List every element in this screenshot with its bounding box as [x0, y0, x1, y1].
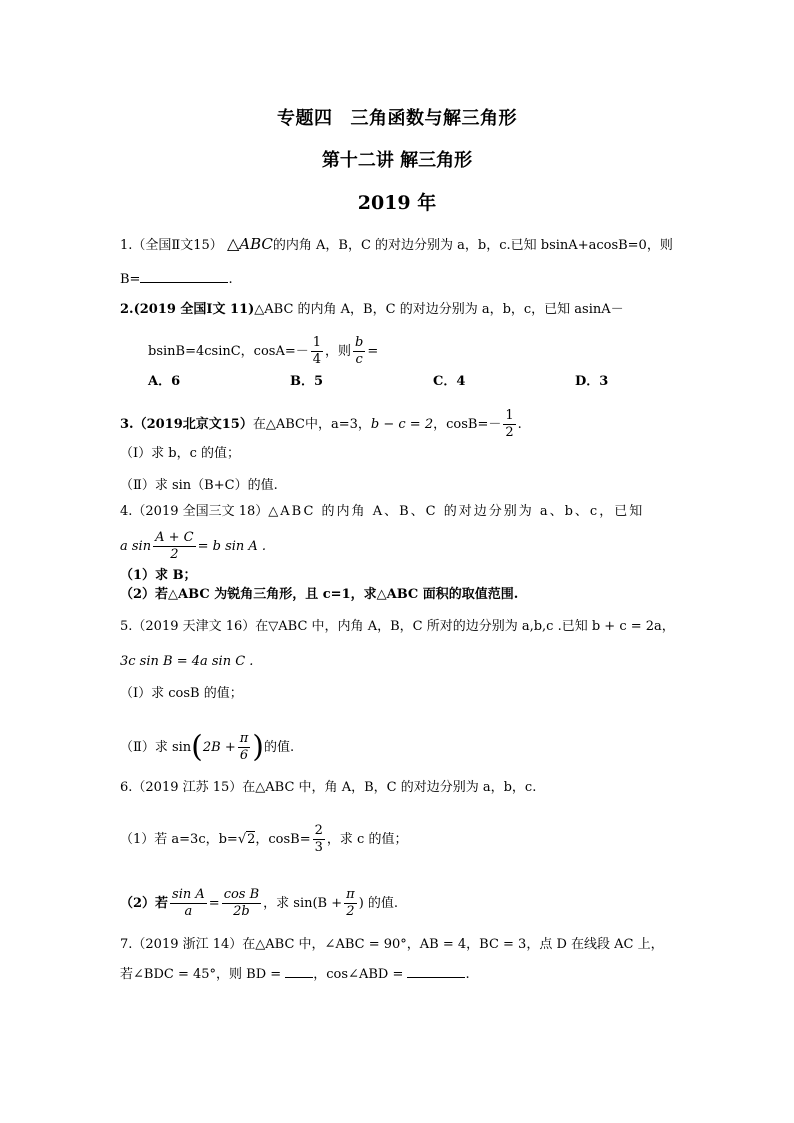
- question-5-equation: 3c sin B = 4a sin C .: [120, 654, 254, 669]
- question-6-part-1: （1）若 a=3c，b=√2，cosB= $\frac{2}{3}$ ，求 c 的值；: [120, 823, 408, 855]
- frac-numerator: b: [355, 335, 364, 350]
- frac-denominator: 4: [312, 352, 322, 367]
- fraction: [503, 408, 515, 441]
- frac-denominator: c: [355, 352, 363, 367]
- fraction: [170, 887, 207, 920]
- q2-label: 2.(2019 全国Ⅰ文 11): [120, 302, 255, 317]
- question-5-part-2: [120, 731, 294, 764]
- frac-denominator: 2: [346, 904, 355, 919]
- frac-denominator: 2: [505, 425, 514, 440]
- q3-text-d: .: [517, 417, 522, 432]
- question-7-answer: [120, 965, 470, 985]
- question-2-line-2: [148, 335, 378, 368]
- question-3-part-2: （Ⅱ）求 sin（B+C）的值.: [120, 478, 278, 493]
- frac-denominator: 6: [239, 748, 249, 763]
- fraction: [311, 335, 323, 368]
- lecture-title: 第十二讲 解三角形: [321, 150, 473, 171]
- question-3-part-1: （Ⅰ）求 b，c 的值；: [120, 446, 241, 461]
- q7-label: 7.（2019 浙江 14）: [120, 937, 243, 952]
- q5-part2-b: 2B +: [202, 740, 236, 755]
- q3-text-c: ，cosB=－: [433, 417, 502, 432]
- topic-title: [0, 104, 794, 130]
- q1-b-eq: B=: [120, 272, 141, 287]
- option-b[interactable]: B．5: [290, 374, 324, 389]
- question-5: [120, 617, 675, 637]
- q5-text: 在▽ABC 中，内角 A，B，C 所对的边分别为 a,b,c .已知 b + c = 2a，: [255, 619, 675, 634]
- q1-label: 1.（全国Ⅱ文15）: [120, 238, 223, 253]
- question-4-equation: [120, 530, 266, 563]
- fraction: [222, 887, 261, 920]
- q6-p1-a: （1）若 a=3c，b=: [120, 832, 238, 847]
- q2-text-2c: =: [367, 344, 379, 359]
- question-6: [120, 778, 536, 798]
- q1-abc: ABC: [239, 235, 273, 253]
- triangle-symbol: △: [226, 234, 240, 253]
- q6-equals: =: [208, 896, 220, 911]
- option-c[interactable]: C．4: [433, 374, 466, 389]
- option-a[interactable]: A．6: [148, 374, 181, 389]
- q6-p1-b: ，cosB=: [255, 832, 311, 847]
- q5-label: 5.（2019 天津文 16）: [120, 619, 256, 634]
- q2-text-1: △ABC 的内角 A，B，C 的对边分别为 a，b，c，已知 asinA－: [254, 302, 624, 317]
- q1-text: 的内角 A，B，C 的对边分别为 a，b，c.已知 bsinA+acosB=0，则: [272, 238, 673, 253]
- question-6-part-2: [120, 887, 398, 920]
- q7-text-a: 若∠BDC = 45°，则 BD =: [120, 967, 286, 982]
- q3-equation: b − c = 2: [370, 417, 434, 432]
- frac-numerator: sin A: [172, 887, 205, 902]
- q4-eq-b: = b sin A .: [197, 539, 267, 554]
- fraction: [153, 530, 196, 563]
- question-1: [120, 234, 673, 256]
- q7-text-b: ，cos∠ABD =: [313, 967, 408, 982]
- q3-label: 3.（2019北京文15）: [120, 417, 253, 432]
- frac-numerator: 2: [314, 823, 323, 838]
- q6-p2-a: （2）若: [120, 896, 169, 911]
- frac-numerator: π: [239, 731, 249, 746]
- frac-numerator: π: [346, 887, 355, 902]
- q4-eq-a: a sin: [120, 539, 152, 554]
- fraction: [344, 887, 357, 920]
- q3-text-a: 在△ABC中，a=3，: [252, 417, 371, 432]
- q6-p2-c: ) 的值.: [358, 896, 399, 911]
- topic-name: 三角函数与解三角形: [350, 108, 517, 129]
- fraction: [353, 335, 365, 368]
- q4-label: 4.（2019 全国三文 18）: [120, 504, 269, 519]
- answer-blank[interactable]: [140, 270, 228, 283]
- question-2: [120, 300, 624, 320]
- frac-numerator: 1: [505, 408, 514, 423]
- question-7: [120, 935, 664, 955]
- year-title: 2019 年: [357, 192, 437, 214]
- frac-denominator: 2: [170, 547, 179, 562]
- q7-text: 在△ABC 中，∠ABC = 90°，AB = 4，BC = 3，点 D 在线段 AC 上，: [242, 937, 664, 952]
- q2-text-2a: bsinB=4csinC，cosA=－: [148, 344, 309, 359]
- q6-label: 6.（2019 江苏 15）: [120, 780, 243, 795]
- fraction: [313, 823, 325, 856]
- q7-text-c: .: [465, 967, 470, 982]
- question-4: [120, 502, 644, 522]
- q4-text: △ABC 的内角 A、B、C 的对边分别为 a、b、c，已知: [268, 504, 645, 519]
- frac-denominator: 2b: [233, 904, 250, 919]
- frac-numerator: cos B: [223, 887, 260, 902]
- frac-denominator: 3: [314, 840, 323, 855]
- question-4-part-1: （1）求 B；: [120, 568, 197, 583]
- option-d[interactable]: D．3: [575, 374, 609, 389]
- fraction: [238, 731, 251, 764]
- q6-sqrt-value: 2: [247, 832, 256, 847]
- question-5-part-1: （Ⅰ）求 cosB 的值；: [120, 686, 243, 701]
- question-1-answer: [120, 270, 233, 290]
- answer-blank-cos[interactable]: [407, 965, 465, 978]
- right-paren: ): [252, 729, 265, 765]
- q5-part2-a: （Ⅱ）求 sin: [120, 740, 192, 755]
- question-3: [120, 408, 522, 441]
- q6-text: 在△ABC 中，角 A，B，C 的对边分别为 a，b，c.: [242, 780, 537, 795]
- frac-numerator: A + C: [155, 530, 194, 545]
- q6-p2-b: ，求 sin(B +: [263, 896, 343, 911]
- frac-denominator: a: [184, 904, 193, 919]
- frac-numerator: 1: [312, 335, 322, 350]
- q5-part2-c: 的值.: [264, 740, 295, 755]
- q1-end: .: [228, 272, 233, 287]
- topic-number: 专题四: [277, 108, 333, 129]
- question-4-part-2: （2）若△ABC 为锐角三角形，且 c=1，求△ABC 面积的取值范围.: [120, 587, 519, 602]
- left-paren: (: [191, 729, 203, 765]
- q6-p1-c: ，求 c 的值；: [326, 832, 408, 847]
- q2-text-2b: ，则: [325, 344, 352, 359]
- answer-blank-bd[interactable]: [285, 965, 313, 978]
